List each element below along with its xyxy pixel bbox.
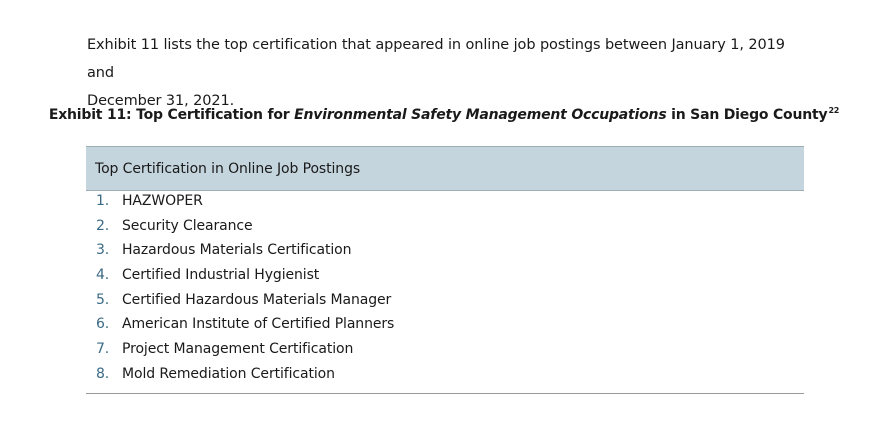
list-item bbox=[86, 240, 804, 265]
list-item-label: HAZWOPER bbox=[122, 193, 203, 209]
list-item bbox=[86, 216, 804, 241]
list-item bbox=[86, 290, 804, 315]
intro-line-1: Exhibit 11 lists the top certification that appeared in online job postings between January 1, 2019 and bbox=[87, 37, 785, 81]
list-item bbox=[86, 339, 804, 364]
table-header: Top Certification in Online Job Postings bbox=[86, 146, 804, 191]
list-item-label: Project Management Certification bbox=[122, 341, 354, 358]
list-item bbox=[86, 265, 804, 290]
list-item-number: 2. bbox=[96, 217, 110, 234]
list-item-number: 6. bbox=[96, 316, 110, 333]
list-item-number: 8. bbox=[96, 365, 110, 382]
list-item bbox=[86, 314, 804, 339]
exhibit-title-prefix: Exhibit 11: Top Certification for bbox=[48, 107, 295, 123]
list-item-number: 7. bbox=[96, 341, 110, 358]
list-item-label: Mold Remediation Certification bbox=[122, 365, 335, 382]
list-item-number: 3. bbox=[96, 242, 110, 259]
list-item-label: American Institute of Certified Planners bbox=[122, 316, 395, 333]
exhibit-title-suffix: in San Diego County bbox=[666, 107, 828, 123]
exhibit-title bbox=[0, 106, 888, 123]
list-item-label: Security Clearance bbox=[122, 217, 253, 234]
intro-paragraph bbox=[87, 31, 807, 115]
list-item-label: Certified Hazardous Materials Manager bbox=[122, 291, 392, 308]
list-item-label: Hazardous Materials Certification bbox=[122, 242, 352, 259]
exhibit-title-italic: Environmental Safety Management Occupations bbox=[294, 107, 667, 123]
list-item-number: 4. bbox=[96, 267, 110, 284]
footnote-marker[interactable]: 22 bbox=[828, 106, 840, 115]
list-item-number: 5. bbox=[96, 291, 110, 308]
certification-table bbox=[86, 146, 804, 394]
certification-list bbox=[86, 191, 804, 394]
list-item-label: Certified Industrial Hygienist bbox=[122, 267, 320, 284]
list-item bbox=[86, 364, 804, 389]
intro-line-2: December 31, 2021. bbox=[87, 93, 235, 109]
list-item-number: 1. bbox=[96, 193, 110, 209]
list-item bbox=[86, 191, 804, 216]
